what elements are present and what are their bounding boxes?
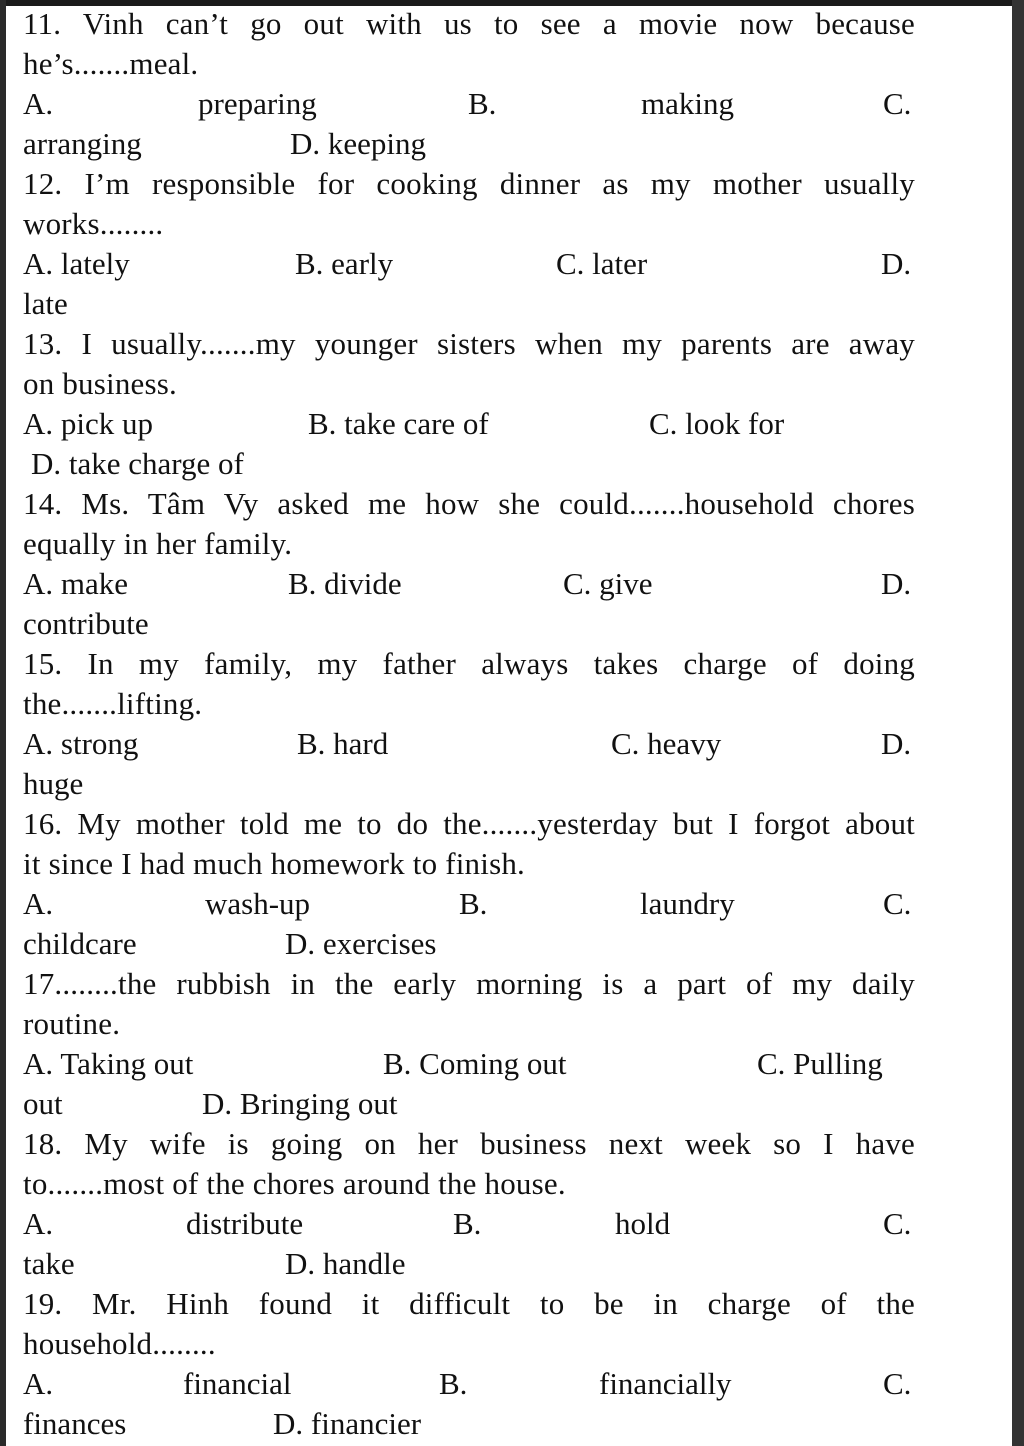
question-stem: 11. Vinh can’t go out with us to see a movie now because <box>23 6 915 41</box>
options-row <box>23 84 915 124</box>
option-d: D. take charge of <box>31 446 244 481</box>
question-stem: on business. <box>23 366 177 401</box>
options-row <box>23 404 915 444</box>
option-c: C. heavy <box>611 726 722 761</box>
options-row <box>23 724 915 764</box>
options-row <box>23 124 915 164</box>
option-a: A. strong <box>23 726 139 761</box>
question-stem: 12. I’m responsible for cooking dinner as my mother usually <box>23 166 915 201</box>
option-b: B. take care of <box>308 406 489 441</box>
option-a-text: distribute <box>186 1206 304 1241</box>
question-stem: equally in her family. <box>23 526 293 561</box>
option-d-letter: D. <box>881 566 912 601</box>
option-d: D. exercises <box>285 926 437 961</box>
worksheet-page <box>23 4 915 1444</box>
question-stem: 16. My mother told me to do the.......yesterday but I forgot about <box>23 806 915 841</box>
option-c-text: out <box>23 1086 63 1121</box>
option-a: A. make <box>23 566 129 601</box>
option-d: D. Bringing out <box>202 1086 398 1121</box>
question-stem: household........ <box>23 1326 216 1361</box>
right-edge-shadow <box>1012 0 1024 1446</box>
options-row <box>23 764 915 804</box>
question-11 <box>23 4 915 164</box>
option-b-text: making <box>641 86 734 121</box>
option-b-text: laundry <box>640 886 735 921</box>
question-12 <box>23 164 915 324</box>
question-17 <box>23 964 915 1124</box>
options-row <box>23 1364 915 1404</box>
question-15 <box>23 644 915 804</box>
option-b: B. divide <box>288 566 402 601</box>
option-b-text: financially <box>599 1366 732 1401</box>
question-stem: 18. My wife is going on her business next week so I have <box>23 1126 915 1161</box>
left-edge-shadow <box>0 0 6 1446</box>
option-b-letter: B. <box>439 1366 468 1401</box>
option-d: D. handle <box>285 1246 406 1281</box>
option-d-text: huge <box>23 766 84 801</box>
question-13 <box>23 324 915 484</box>
option-c-text: finances <box>23 1406 127 1441</box>
option-a-letter: A. <box>23 86 54 121</box>
option-a-letter: A. <box>23 886 54 921</box>
question-14 <box>23 484 915 644</box>
options-row <box>23 444 915 484</box>
option-b: B. hard <box>297 726 389 761</box>
option-a-letter: A. <box>23 1366 54 1401</box>
option-b-letter: B. <box>459 886 488 921</box>
question-stem: 13. I usually.......my younger sisters when my parents are away <box>23 326 915 361</box>
option-a-text: wash-up <box>205 886 311 921</box>
options-row <box>23 1244 915 1284</box>
option-a-text: financial <box>183 1366 292 1401</box>
option-c: C. look for <box>649 406 785 441</box>
question-stem: 19. Mr. Hinh found it difficult to be in charge of the <box>23 1286 915 1321</box>
options-row <box>23 924 915 964</box>
options-row <box>23 604 915 644</box>
option-d-letter: D. <box>881 246 912 281</box>
question-18 <box>23 1124 915 1284</box>
question-stem: 15. In my family, my father always takes charge of doing <box>23 646 915 681</box>
option-d-letter: D. <box>881 726 912 761</box>
option-c: C. later <box>556 246 648 281</box>
option-c-text: take <box>23 1246 75 1281</box>
option-c-letter: C. <box>883 1206 912 1241</box>
option-a: A. pick up <box>23 406 154 441</box>
options-row <box>23 1044 915 1084</box>
option-b: B. Coming out <box>383 1046 567 1081</box>
question-stem: it since I had much homework to finish. <box>23 846 525 881</box>
question-stem: 14. Ms. Tâm Vy asked me how she could.......household chores <box>23 486 915 521</box>
options-row <box>23 284 915 324</box>
question-19 <box>23 1284 915 1444</box>
option-c-letter: C. <box>883 86 912 121</box>
option-d-text: contribute <box>23 606 149 641</box>
options-row <box>23 564 915 604</box>
options-row <box>23 884 915 924</box>
option-c: C. give <box>563 566 653 601</box>
option-b-text: hold <box>615 1206 671 1241</box>
option-a: A. lately <box>23 246 130 281</box>
options-row <box>23 1204 915 1244</box>
option-c: C. Pulling <box>757 1046 883 1081</box>
option-a-text: preparing <box>198 86 317 121</box>
options-row <box>23 1404 915 1444</box>
option-c-text: childcare <box>23 926 137 961</box>
option-b-letter: B. <box>468 86 497 121</box>
question-stem: routine. <box>23 1006 121 1041</box>
question-stem: the.......lifting. <box>23 686 203 721</box>
options-row <box>23 244 915 284</box>
option-c-letter: C. <box>883 1366 912 1401</box>
options-row <box>23 1084 915 1124</box>
question-stem: to.......most of the chores around the house. <box>23 1166 566 1201</box>
option-d: D. financier <box>273 1406 422 1441</box>
option-b: B. early <box>295 246 394 281</box>
option-a: A. Taking out <box>23 1046 194 1081</box>
question-16 <box>23 804 915 964</box>
question-stem: works........ <box>23 206 164 241</box>
option-c-text: arranging <box>23 126 142 161</box>
question-stem: he’s.......meal. <box>23 46 199 81</box>
option-d: D. keeping <box>290 126 427 161</box>
option-c-letter: C. <box>883 886 912 921</box>
question-stem: 17........the rubbish in the early morning is a part of my daily <box>23 966 915 1001</box>
option-b-letter: B. <box>453 1206 482 1241</box>
option-a-letter: A. <box>23 1206 54 1241</box>
option-d-text: late <box>23 286 68 321</box>
